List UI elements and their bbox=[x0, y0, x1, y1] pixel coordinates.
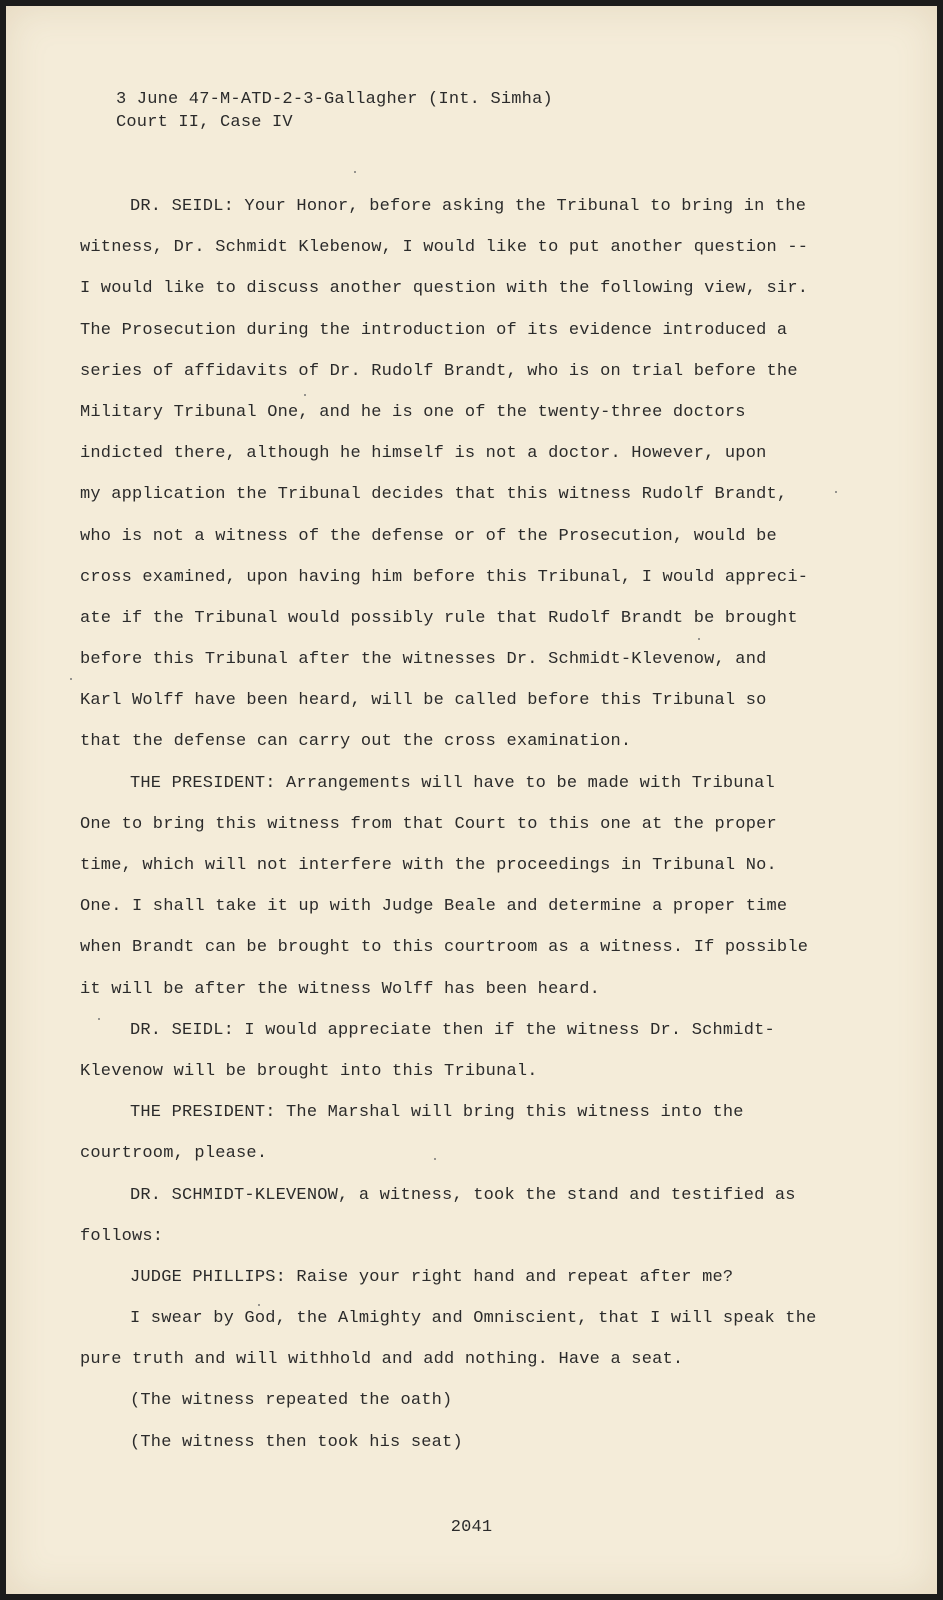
transcript-line: when Brandt can be brought to this courtroom as a witness. If possible bbox=[80, 938, 809, 958]
transcript-line: before this Tribunal after the witnesses Dr. Schmidt-Klevenow, and bbox=[80, 650, 767, 670]
transcript-line: THE PRESIDENT: Arrangements will have to be made with Tribunal bbox=[130, 773, 775, 793]
transcript-line: witness, Dr. Schmidt Klebenow, I would like to put another question -- bbox=[80, 238, 809, 258]
page-number: 2041 bbox=[450, 1518, 493, 1537]
transcript-line: One. I shall take it up with Judge Beale and determine a proper time bbox=[80, 897, 788, 917]
transcript-line: pure truth and will withhold and add nothing. Have a seat. bbox=[80, 1350, 684, 1370]
paper-speck bbox=[98, 1018, 100, 1020]
paper-speck bbox=[835, 491, 837, 493]
transcript-line: The Prosecution during the introduction of its evidence introduced a bbox=[80, 320, 788, 340]
transcript-line: ate if the Tribunal would possibly rule that Rudolf Brandt be brought bbox=[80, 608, 798, 628]
transcript-line: (The witness repeated the oath) bbox=[130, 1391, 453, 1411]
transcript-body bbox=[80, 186, 880, 1463]
paper-speck bbox=[434, 1158, 436, 1160]
transcript-line: Karl Wolff have been heard, will be called before this Tribunal so bbox=[80, 691, 767, 711]
transcript-line: THE PRESIDENT: The Marshal will bring this witness into the bbox=[130, 1103, 744, 1123]
transcript-line: follows: bbox=[80, 1226, 164, 1246]
transcript-line: Military Tribunal One, and he is one of the twenty-three doctors bbox=[80, 402, 746, 422]
header-date-line: 3 June 47-M-ATD-2-3-Gallagher (Int. Simha) bbox=[116, 90, 553, 109]
transcript-line: that the defense can carry out the cross examination. bbox=[80, 732, 632, 752]
paper-speck bbox=[258, 1304, 260, 1306]
transcript-line: cross examined, upon having him before this Tribunal, I would appreci- bbox=[80, 567, 809, 587]
transcript-line: DR. SEIDL: Your Honor, before asking the Tribunal to bring in the bbox=[130, 197, 807, 216]
transcript-line: (The witness then took his seat) bbox=[130, 1432, 463, 1452]
transcript-line: DR. SCHMIDT-KLEVENOW, a witness, took the stand and testified as bbox=[130, 1185, 796, 1205]
paper-speck bbox=[70, 678, 72, 680]
transcript-line: courtroom, please. bbox=[80, 1144, 268, 1164]
transcript-line: series of affidavits of Dr. Rudolf Brandt, who is on trial before the bbox=[80, 361, 798, 381]
transcript-line: I swear by God, the Almighty and Omniscient, that I will speak the bbox=[130, 1309, 817, 1329]
transcript-line: JUDGE PHILLIPS: Raise your right hand and repeat after me? bbox=[130, 1267, 734, 1287]
document-header bbox=[116, 88, 553, 134]
transcript-line: my application the Tribunal decides that this witness Rudolf Brandt, bbox=[80, 485, 788, 505]
transcript-line: I would like to discuss another question with the following view, sir. bbox=[80, 279, 809, 299]
transcript-line: indicted there, although he himself is not a doctor. However, upon bbox=[80, 444, 767, 464]
transcript-line: time, which will not interfere with the proceedings in Tribunal No. bbox=[80, 856, 777, 875]
transcript-line: One to bring this witness from that Court to this one at the proper bbox=[80, 814, 777, 834]
paper-speck bbox=[354, 171, 356, 173]
paper-speck bbox=[304, 394, 306, 396]
header-court-line: Court II, Case IV bbox=[116, 113, 293, 132]
transcript-line: DR. SEIDL: I would appreciate then if the witness Dr. Schmidt- bbox=[130, 1020, 775, 1040]
transcript-line: Klevenow will be brought into this Tribunal. bbox=[80, 1061, 538, 1081]
transcript-line: it will be after the witness Wolff has been heard. bbox=[80, 979, 601, 999]
transcript-line: who is not a witness of the defense or of the Prosecution, would be bbox=[80, 526, 777, 546]
document-page bbox=[6, 6, 937, 1594]
paper-speck bbox=[698, 638, 700, 640]
